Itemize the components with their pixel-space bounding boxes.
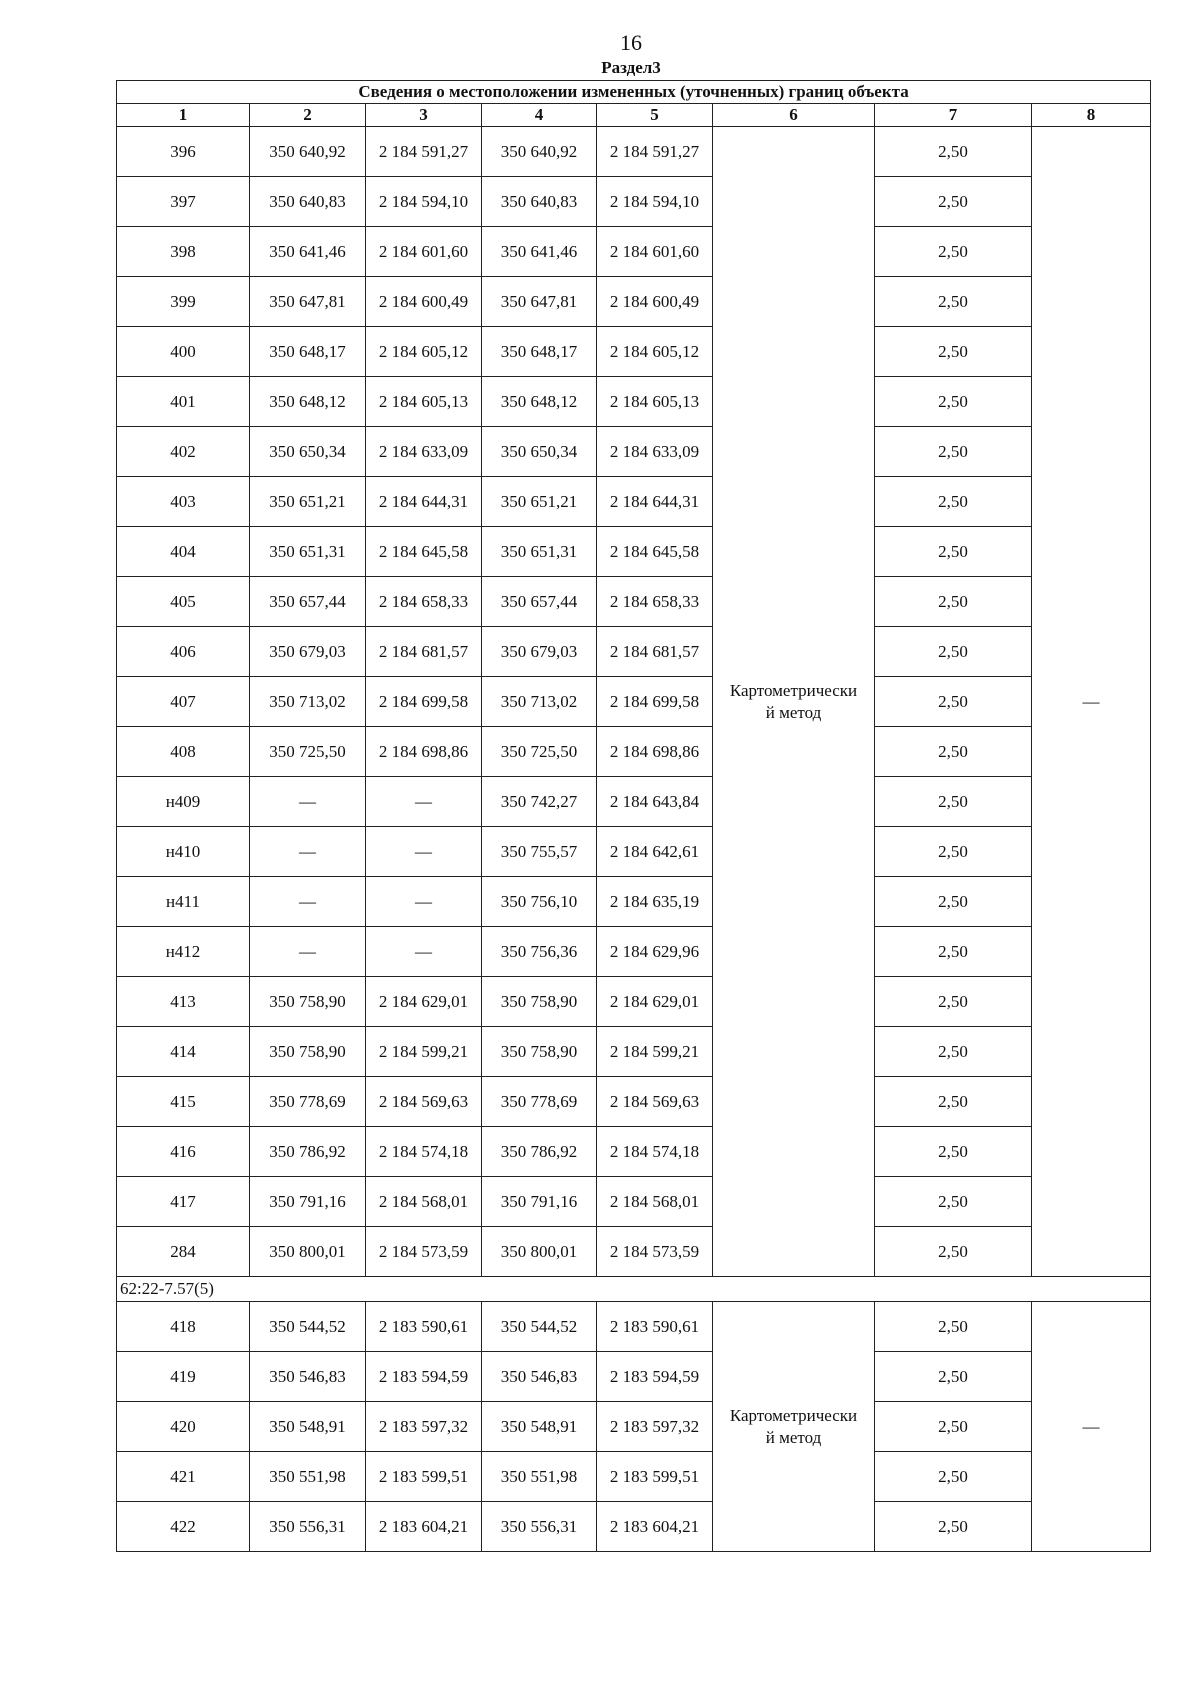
point-number-cell: 396 <box>117 127 250 177</box>
accuracy-cell: 2,50 <box>875 1227 1032 1277</box>
x-old-cell: 350 800,01 <box>250 1227 366 1277</box>
x-new-cell: 350 556,31 <box>482 1502 597 1552</box>
x-new-cell: 350 651,21 <box>482 477 597 527</box>
table-row <box>117 1502 1151 1552</box>
column-number: 2 <box>250 104 366 127</box>
y-old-cell: — <box>366 927 482 977</box>
accuracy-cell: 2,50 <box>875 577 1032 627</box>
accuracy-cell: 2,50 <box>875 1027 1032 1077</box>
accuracy-cell: 2,50 <box>875 127 1032 177</box>
y-old-cell: — <box>366 827 482 877</box>
y-new-cell: 2 184 574,18 <box>597 1127 713 1177</box>
point-number-cell: 415 <box>117 1077 250 1127</box>
accuracy-cell: 2,50 <box>875 1352 1032 1402</box>
page-number: 16 <box>620 30 642 55</box>
point-number-cell: 422 <box>117 1502 250 1552</box>
y-old-cell: 2 184 574,18 <box>366 1127 482 1177</box>
y-old-cell: 2 184 658,33 <box>366 577 482 627</box>
x-old-cell: 350 548,91 <box>250 1402 366 1452</box>
point-number-cell: 284 <box>117 1227 250 1277</box>
point-number-cell: н409 <box>117 777 250 827</box>
accuracy-cell: 2,50 <box>875 527 1032 577</box>
accuracy-cell: 2,50 <box>875 177 1032 227</box>
y-new-cell: 2 184 569,63 <box>597 1077 713 1127</box>
x-new-cell: 350 755,57 <box>482 827 597 877</box>
y-old-cell: 2 184 699,58 <box>366 677 482 727</box>
x-old-cell: 350 651,31 <box>250 527 366 577</box>
accuracy-cell: 2,50 <box>875 827 1032 877</box>
x-new-cell: 350 758,90 <box>482 977 597 1027</box>
table-row <box>117 677 1151 727</box>
coordinates-table <box>116 80 1151 1552</box>
point-number-cell: 402 <box>117 427 250 477</box>
x-new-cell: 350 648,12 <box>482 377 597 427</box>
x-old-cell: 350 650,34 <box>250 427 366 477</box>
y-new-cell: 2 184 645,58 <box>597 527 713 577</box>
x-old-cell: 350 556,31 <box>250 1502 366 1552</box>
accuracy-cell: 2,50 <box>875 1077 1032 1127</box>
x-new-cell: 350 778,69 <box>482 1077 597 1127</box>
point-number-cell: 417 <box>117 1177 250 1227</box>
table-row <box>117 1352 1151 1402</box>
point-number-cell: 403 <box>117 477 250 527</box>
table-row <box>117 877 1151 927</box>
y-new-cell: 2 184 644,31 <box>597 477 713 527</box>
table-row <box>117 1227 1151 1277</box>
accuracy-cell: 2,50 <box>875 377 1032 427</box>
column-number: 7 <box>875 104 1032 127</box>
y-new-cell: 2 184 633,09 <box>597 427 713 477</box>
table-row <box>117 1402 1151 1452</box>
y-new-cell: 2 184 600,49 <box>597 277 713 327</box>
group-label-row <box>117 1277 1151 1302</box>
y-new-cell: 2 183 599,51 <box>597 1452 713 1502</box>
accuracy-cell: 2,50 <box>875 427 1032 477</box>
x-new-cell: 350 551,98 <box>482 1452 597 1502</box>
y-old-cell: 2 184 591,27 <box>366 127 482 177</box>
table-row <box>117 1177 1151 1227</box>
point-number-cell: 405 <box>117 577 250 627</box>
x-new-cell: 350 657,44 <box>482 577 597 627</box>
point-number-cell: 399 <box>117 277 250 327</box>
y-new-cell: 2 184 629,01 <box>597 977 713 1027</box>
x-old-cell: — <box>250 877 366 927</box>
point-number-cell: 398 <box>117 227 250 277</box>
x-old-cell: 350 551,98 <box>250 1452 366 1502</box>
table-row <box>117 727 1151 777</box>
column-number: 6 <box>713 104 875 127</box>
table-row <box>117 377 1151 427</box>
section-title: Раздел3 <box>601 58 661 77</box>
accuracy-cell: 2,50 <box>875 877 1032 927</box>
y-old-cell: 2 184 629,01 <box>366 977 482 1027</box>
x-old-cell: 350 546,83 <box>250 1352 366 1402</box>
y-new-cell: 2 184 605,13 <box>597 377 713 427</box>
accuracy-cell: 2,50 <box>875 927 1032 977</box>
column-number: 1 <box>117 104 250 127</box>
y-new-cell: 2 184 658,33 <box>597 577 713 627</box>
accuracy-cell: 2,50 <box>875 727 1032 777</box>
column-number: 5 <box>597 104 713 127</box>
accuracy-cell: 2,50 <box>875 227 1032 277</box>
table-row <box>117 1027 1151 1077</box>
x-old-cell: 350 544,52 <box>250 1302 366 1352</box>
column-number: 8 <box>1032 104 1151 127</box>
accuracy-cell: 2,50 <box>875 1127 1032 1177</box>
table-row <box>117 327 1151 377</box>
y-new-cell: 2 184 573,59 <box>597 1227 713 1277</box>
table-caption-row <box>117 81 1151 104</box>
y-new-cell: 2 184 599,21 <box>597 1027 713 1077</box>
y-new-cell: 2 184 698,86 <box>597 727 713 777</box>
table-row <box>117 977 1151 1027</box>
y-new-cell: 2 184 594,10 <box>597 177 713 227</box>
x-old-cell: 350 640,92 <box>250 127 366 177</box>
y-old-cell: 2 184 698,86 <box>366 727 482 777</box>
y-new-cell: 2 183 597,32 <box>597 1402 713 1452</box>
table-row <box>117 177 1151 227</box>
x-old-cell: 350 791,16 <box>250 1177 366 1227</box>
y-new-cell: 2 183 590,61 <box>597 1302 713 1352</box>
column-number: 4 <box>482 104 597 127</box>
table-row <box>117 1302 1151 1352</box>
column-number-row <box>117 104 1151 127</box>
x-old-cell: — <box>250 827 366 877</box>
y-old-cell: 2 184 573,59 <box>366 1227 482 1277</box>
y-old-cell: 2 184 569,63 <box>366 1077 482 1127</box>
y-old-cell: 2 184 599,21 <box>366 1027 482 1077</box>
table-row <box>117 477 1151 527</box>
accuracy-cell: 2,50 <box>875 477 1032 527</box>
y-old-cell: 2 184 605,12 <box>366 327 482 377</box>
x-new-cell: 350 679,03 <box>482 627 597 677</box>
x-old-cell: 350 647,81 <box>250 277 366 327</box>
x-new-cell: 350 640,83 <box>482 177 597 227</box>
point-number-cell: н412 <box>117 927 250 977</box>
table-row <box>117 127 1151 177</box>
point-number-cell: 420 <box>117 1402 250 1452</box>
accuracy-cell: 2,50 <box>875 777 1032 827</box>
accuracy-cell: 2,50 <box>875 1452 1032 1502</box>
table-row <box>117 1452 1151 1502</box>
table-row <box>117 227 1151 277</box>
point-number-cell: 421 <box>117 1452 250 1502</box>
point-number-cell: 419 <box>117 1352 250 1402</box>
x-new-cell: 350 647,81 <box>482 277 597 327</box>
x-old-cell: — <box>250 777 366 827</box>
y-new-cell: 2 184 629,96 <box>597 927 713 977</box>
table-row <box>117 777 1151 827</box>
y-new-cell: 2 184 699,58 <box>597 677 713 727</box>
method-cell: Картометрически й метод <box>713 127 875 1277</box>
x-old-cell: 350 641,46 <box>250 227 366 277</box>
note-cell: — <box>1032 127 1151 1277</box>
x-old-cell: 350 786,92 <box>250 1127 366 1177</box>
table-row <box>117 277 1151 327</box>
x-old-cell: 350 758,90 <box>250 977 366 1027</box>
x-old-cell: — <box>250 927 366 977</box>
y-new-cell: 2 184 643,84 <box>597 777 713 827</box>
y-old-cell: — <box>366 777 482 827</box>
x-old-cell: 350 657,44 <box>250 577 366 627</box>
point-number-cell: 414 <box>117 1027 250 1077</box>
accuracy-cell: 2,50 <box>875 1502 1032 1552</box>
x-new-cell: 350 544,52 <box>482 1302 597 1352</box>
x-new-cell: 350 651,31 <box>482 527 597 577</box>
x-old-cell: 350 651,21 <box>250 477 366 527</box>
y-old-cell: 2 184 633,09 <box>366 427 482 477</box>
y-old-cell: 2 184 681,57 <box>366 627 482 677</box>
table-row <box>117 527 1151 577</box>
accuracy-cell: 2,50 <box>875 627 1032 677</box>
x-new-cell: 350 756,36 <box>482 927 597 977</box>
table-row <box>117 927 1151 977</box>
point-number-cell: 408 <box>117 727 250 777</box>
y-old-cell: 2 183 599,51 <box>366 1452 482 1502</box>
x-old-cell: 350 648,12 <box>250 377 366 427</box>
x-old-cell: 350 640,83 <box>250 177 366 227</box>
accuracy-cell: 2,50 <box>875 277 1032 327</box>
point-number-cell: н411 <box>117 877 250 927</box>
point-number-cell: 406 <box>117 627 250 677</box>
x-new-cell: 350 800,01 <box>482 1227 597 1277</box>
y-new-cell: 2 183 604,21 <box>597 1502 713 1552</box>
table-row <box>117 827 1151 877</box>
table-row <box>117 427 1151 477</box>
y-old-cell: 2 184 601,60 <box>366 227 482 277</box>
y-old-cell: 2 184 594,10 <box>366 177 482 227</box>
point-number-cell: 413 <box>117 977 250 1027</box>
x-new-cell: 350 548,91 <box>482 1402 597 1452</box>
y-old-cell: 2 184 645,58 <box>366 527 482 577</box>
y-old-cell: 2 183 604,21 <box>366 1502 482 1552</box>
y-old-cell: 2 184 605,13 <box>366 377 482 427</box>
point-number-cell: 401 <box>117 377 250 427</box>
accuracy-cell: 2,50 <box>875 1402 1032 1452</box>
x-old-cell: 350 725,50 <box>250 727 366 777</box>
point-number-cell: 418 <box>117 1302 250 1352</box>
x-new-cell: 350 546,83 <box>482 1352 597 1402</box>
y-old-cell: 2 184 568,01 <box>366 1177 482 1227</box>
y-new-cell: 2 184 635,19 <box>597 877 713 927</box>
y-old-cell: 2 183 594,59 <box>366 1352 482 1402</box>
x-new-cell: 350 758,90 <box>482 1027 597 1077</box>
x-new-cell: 350 791,16 <box>482 1177 597 1227</box>
point-number-cell: 404 <box>117 527 250 577</box>
y-new-cell: 2 184 568,01 <box>597 1177 713 1227</box>
x-old-cell: 350 713,02 <box>250 677 366 727</box>
y-old-cell: 2 183 597,32 <box>366 1402 482 1452</box>
accuracy-cell: 2,50 <box>875 1177 1032 1227</box>
y-new-cell: 2 183 594,59 <box>597 1352 713 1402</box>
x-new-cell: 350 650,34 <box>482 427 597 477</box>
note-cell: — <box>1032 1302 1151 1552</box>
y-new-cell: 2 184 681,57 <box>597 627 713 677</box>
point-number-cell: 407 <box>117 677 250 727</box>
x-new-cell: 350 756,10 <box>482 877 597 927</box>
accuracy-cell: 2,50 <box>875 977 1032 1027</box>
y-new-cell: 2 184 605,12 <box>597 327 713 377</box>
y-old-cell: — <box>366 877 482 927</box>
x-old-cell: 350 778,69 <box>250 1077 366 1127</box>
x-old-cell: 350 648,17 <box>250 327 366 377</box>
y-new-cell: 2 184 601,60 <box>597 227 713 277</box>
accuracy-cell: 2,50 <box>875 677 1032 727</box>
x-new-cell: 350 725,50 <box>482 727 597 777</box>
x-new-cell: 350 648,17 <box>482 327 597 377</box>
y-old-cell: 2 183 590,61 <box>366 1302 482 1352</box>
accuracy-cell: 2,50 <box>875 1302 1032 1352</box>
point-number-cell: 416 <box>117 1127 250 1177</box>
point-number-cell: 397 <box>117 177 250 227</box>
table-row <box>117 1077 1151 1127</box>
table-caption: Сведения о местоположении измененных (уточненных) границ объекта <box>117 81 1151 104</box>
x-new-cell: 350 640,92 <box>482 127 597 177</box>
x-new-cell: 350 713,02 <box>482 677 597 727</box>
point-number-cell: н410 <box>117 827 250 877</box>
x-old-cell: 350 758,90 <box>250 1027 366 1077</box>
y-new-cell: 2 184 642,61 <box>597 827 713 877</box>
x-new-cell: 350 641,46 <box>482 227 597 277</box>
x-new-cell: 350 742,27 <box>482 777 597 827</box>
table-row <box>117 1127 1151 1177</box>
x-old-cell: 350 679,03 <box>250 627 366 677</box>
table-row <box>117 627 1151 677</box>
point-number-cell: 400 <box>117 327 250 377</box>
table-row <box>117 577 1151 627</box>
column-number: 3 <box>366 104 482 127</box>
y-old-cell: 2 184 600,49 <box>366 277 482 327</box>
method-cell: Картометрически й метод <box>713 1302 875 1552</box>
x-new-cell: 350 786,92 <box>482 1127 597 1177</box>
y-old-cell: 2 184 644,31 <box>366 477 482 527</box>
group-label: 62:22-7.57(5) <box>117 1277 1151 1302</box>
accuracy-cell: 2,50 <box>875 327 1032 377</box>
y-new-cell: 2 184 591,27 <box>597 127 713 177</box>
